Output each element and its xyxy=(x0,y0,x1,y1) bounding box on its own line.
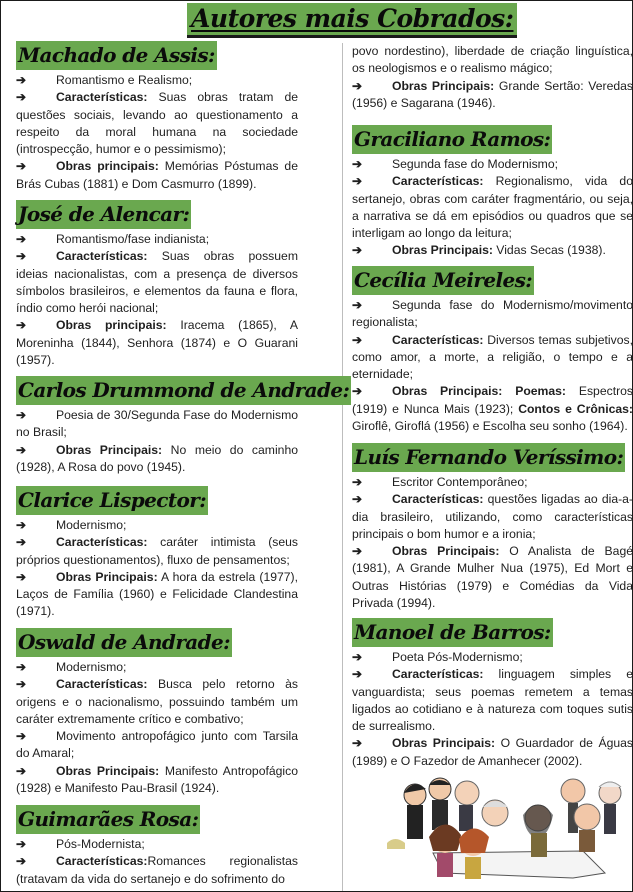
list-item xyxy=(352,474,633,491)
arrow-icon: ➔ xyxy=(16,854,27,869)
arrow-icon: ➔ xyxy=(16,660,27,674)
item-text: Grande Sertão: Veredas (1956) e Sagarana (1946). xyxy=(352,78,633,110)
author-section xyxy=(16,628,298,797)
author-heading: Machado de Assis: xyxy=(16,41,217,70)
list-item xyxy=(352,297,633,332)
item-label: Características: xyxy=(56,535,148,550)
list-item xyxy=(16,836,298,853)
item-label: Características: xyxy=(56,90,148,105)
item-label: Obras Principais: xyxy=(392,544,500,559)
item-text: Modernismo; xyxy=(56,660,127,674)
arrow-icon: ➔ xyxy=(16,569,27,584)
item-label: Características: xyxy=(392,492,484,507)
item-text: Pós-Modernista; xyxy=(56,837,145,851)
author-section xyxy=(352,618,633,770)
item-label: Características: xyxy=(392,667,484,682)
list-item xyxy=(352,383,633,435)
arrow-icon: ➔ xyxy=(16,535,27,550)
item-label: Obras Principais: xyxy=(392,736,496,751)
list-item xyxy=(16,676,298,728)
arrow-icon: ➔ xyxy=(16,677,27,692)
item-text: Regionalismo, vida do sertanejo, obras com caráter fragmentário, ou seja, a narrativa se dá em episódios ou quadros que se interligam ao longo da leitura; xyxy=(352,174,633,241)
arrow-icon: ➔ xyxy=(352,475,363,489)
list-item xyxy=(16,231,298,248)
arrow-icon: ➔ xyxy=(352,736,363,751)
arrow-icon: ➔ xyxy=(16,249,27,264)
item-label: Obras Principais: xyxy=(56,442,163,457)
arrow-icon: ➔ xyxy=(352,78,363,93)
list-item xyxy=(16,248,298,317)
list-item xyxy=(16,728,298,763)
item-text: Modernismo; xyxy=(56,518,127,532)
arrow-icon: ➔ xyxy=(352,157,363,171)
item-text: Espectros (1919) e Nunca Mais (1923); xyxy=(352,384,633,416)
author-heading: José de Alencar: xyxy=(16,200,191,229)
item-label: Características: xyxy=(56,677,148,692)
arrow-icon: ➔ xyxy=(352,174,363,189)
item-text: caráter intimista (seus próprios questionamentos), fluxo de pensamentos; xyxy=(16,535,298,567)
item-text: Escritor Contemporâneo; xyxy=(392,475,528,489)
authors-caricature-illustration xyxy=(373,773,623,883)
arrow-icon: ➔ xyxy=(16,73,27,87)
author-section xyxy=(352,125,633,260)
item-text: linguagem simples e vanguardista; seus poemas remetem a temas ligados ao cotidiano e à natureza com toques sutis de surrealismo. xyxy=(352,667,633,734)
arrow-icon: ➔ xyxy=(352,332,363,347)
arrow-icon: ➔ xyxy=(16,408,27,422)
item-text xyxy=(502,384,515,398)
item-text: Suas obras possuem ideias nacionalistas, com a presença de diversos símbolos brasileiros, e elementos da fauna e flora, índio como herói nacional; xyxy=(16,249,298,316)
list-item xyxy=(352,156,633,173)
item-text: O Guardador de Águas (1989) e O Fazedor de Amanhecer (2002). xyxy=(352,736,633,768)
item-text: Busca pelo retorno às origens e o nacionalismo, possuindo também um caráter extremamente crítico e combativo; xyxy=(16,677,298,726)
arrow-icon: ➔ xyxy=(352,667,363,682)
item-text: Vidas Secas (1938). xyxy=(492,243,606,258)
list-item xyxy=(352,649,633,666)
list-item xyxy=(352,332,633,384)
item-label: Características: xyxy=(56,854,148,869)
list-item xyxy=(352,666,633,735)
list-item xyxy=(16,517,298,534)
item-text: Iracema (1865), A Moreninha (1844), Senhora (1874) e O Guarani (1957). xyxy=(16,318,298,368)
item-text: No meio do caminho (1928), A Rosa do povo (1945). xyxy=(16,442,298,474)
list-item xyxy=(16,853,298,888)
list-item xyxy=(352,735,633,770)
list-item xyxy=(16,158,298,193)
list-item xyxy=(16,317,298,369)
author-heading: Guimarães Rosa: xyxy=(16,805,200,834)
author-heading: Graciliano Ramos: xyxy=(352,125,552,154)
list-item xyxy=(16,407,298,442)
arrow-icon: ➔ xyxy=(16,729,27,744)
arrow-icon: ➔ xyxy=(352,384,363,399)
item-label: Obras Principais: xyxy=(392,243,493,258)
item-label: Obras Principais: xyxy=(56,763,160,778)
author-heading: Luís Fernando Veríssimo: xyxy=(352,443,625,472)
arrow-icon: ➔ xyxy=(16,90,27,105)
author-section xyxy=(16,805,298,888)
item-text: Segunda fase do Modernismo; xyxy=(392,157,558,171)
item-label: Características: xyxy=(392,174,484,189)
author-section xyxy=(16,376,350,476)
list-item xyxy=(352,242,633,259)
arrow-icon: ➔ xyxy=(16,232,27,246)
list-item xyxy=(16,659,298,676)
item-text: Diversos temas subjetivos, como amor, a morte, a religião, o tempo e a eternidade; xyxy=(352,332,633,382)
item-text: Segunda fase do Modernismo/movimento regionalista; xyxy=(352,298,633,330)
item-text: A hora da estrela (1977), Laços de Família (1960) e Felicidade Clandestina (1971). xyxy=(16,569,298,619)
item-text: Giroflê, Giroflá (1956) e Escolha seu sonho (1964). xyxy=(352,419,628,434)
item-label: Obras Principais: xyxy=(392,384,503,399)
item-text: Poesia de 30/Segunda Fase do Modernismo no Brasil; xyxy=(16,408,298,440)
item-text: questões ligadas ao dia-a-dia brasileiro, utilizando, como características principais o bom humor e a ironia; xyxy=(352,492,633,541)
author-heading: Oswald de Andrade: xyxy=(16,628,232,657)
arrow-icon: ➔ xyxy=(16,763,27,778)
page-title: Autores mais Cobrados: xyxy=(187,3,517,38)
author-section xyxy=(352,266,633,435)
item-text: Manifesto Antropofágico (1928) e Manifesto Pau-Brasil (1924). xyxy=(16,763,298,796)
column-divider xyxy=(342,43,343,891)
item-text: povo nordestino), liberdade de criação linguística, os neologismos e o realismo mágico; xyxy=(352,44,633,76)
author-section-continued xyxy=(352,43,633,112)
list-item xyxy=(16,89,298,158)
arrow-icon: ➔ xyxy=(352,492,363,507)
arrow-icon: ➔ xyxy=(352,650,363,664)
list-item xyxy=(16,763,298,798)
list-item xyxy=(16,72,298,89)
item-label: Obras Principais: xyxy=(56,569,158,584)
list-item xyxy=(352,43,633,78)
item-text: Romantismo/fase indianista; xyxy=(56,232,210,246)
arrow-icon: ➔ xyxy=(16,318,27,333)
item-label: Poemas: xyxy=(515,384,566,399)
list-item xyxy=(16,534,298,569)
item-text: Movimento antropofágico junto com Tarsila do Amaral; xyxy=(16,729,298,761)
list-item xyxy=(352,543,633,612)
item-label: Características: xyxy=(392,332,484,347)
item-text: Romantismo e Realismo; xyxy=(56,73,193,87)
arrow-icon: ➔ xyxy=(16,837,27,851)
list-item xyxy=(352,491,633,543)
arrow-icon: ➔ xyxy=(16,442,27,457)
arrow-icon: ➔ xyxy=(352,544,363,559)
item-text: Memórias Póstumas de Brás Cubas (1881) e Dom Casmurro (1899). xyxy=(16,159,298,191)
item-label: Obras Principais: xyxy=(392,78,495,93)
item-text: O Analista de Bagé (1981), A Grande Mulher Nua (1975), Ed Mort e Outras Histórias (1979) e Comédias da Vida Privada (1994). xyxy=(352,544,633,611)
item-label: Características: xyxy=(56,249,148,264)
author-section xyxy=(16,486,298,621)
author-heading: Cecília Meireles: xyxy=(352,266,534,295)
arrow-icon: ➔ xyxy=(16,518,27,532)
author-section xyxy=(16,200,298,369)
author-section xyxy=(16,41,298,193)
item-text: Romances regionalistas (tratavam da vida do sertanejo e do sofrimento do xyxy=(16,854,298,886)
author-heading: Clarice Lispector: xyxy=(16,486,208,515)
item-label: Obras principais: xyxy=(56,318,167,333)
item-text: Poeta Pós-Modernismo; xyxy=(392,650,523,664)
arrow-icon: ➔ xyxy=(352,298,363,312)
list-item xyxy=(352,78,633,113)
arrow-icon: ➔ xyxy=(352,243,363,258)
list-item xyxy=(16,442,298,477)
item-label: Obras principais: xyxy=(56,159,159,174)
author-heading: Manoel de Barros: xyxy=(352,618,553,647)
list-item xyxy=(16,569,298,621)
item-text: Suas obras tratam de questões sociais, levando ao questionamento a respeito da moral humana na sociedade (introspecção, humor e o pessimismo); xyxy=(16,90,298,157)
arrow-icon: ➔ xyxy=(16,159,27,174)
author-section xyxy=(352,443,633,612)
list-item xyxy=(352,173,633,242)
item-label: Contos e Crônicas: xyxy=(518,401,633,416)
author-heading: Carlos Drummond de Andrade: xyxy=(16,376,351,405)
